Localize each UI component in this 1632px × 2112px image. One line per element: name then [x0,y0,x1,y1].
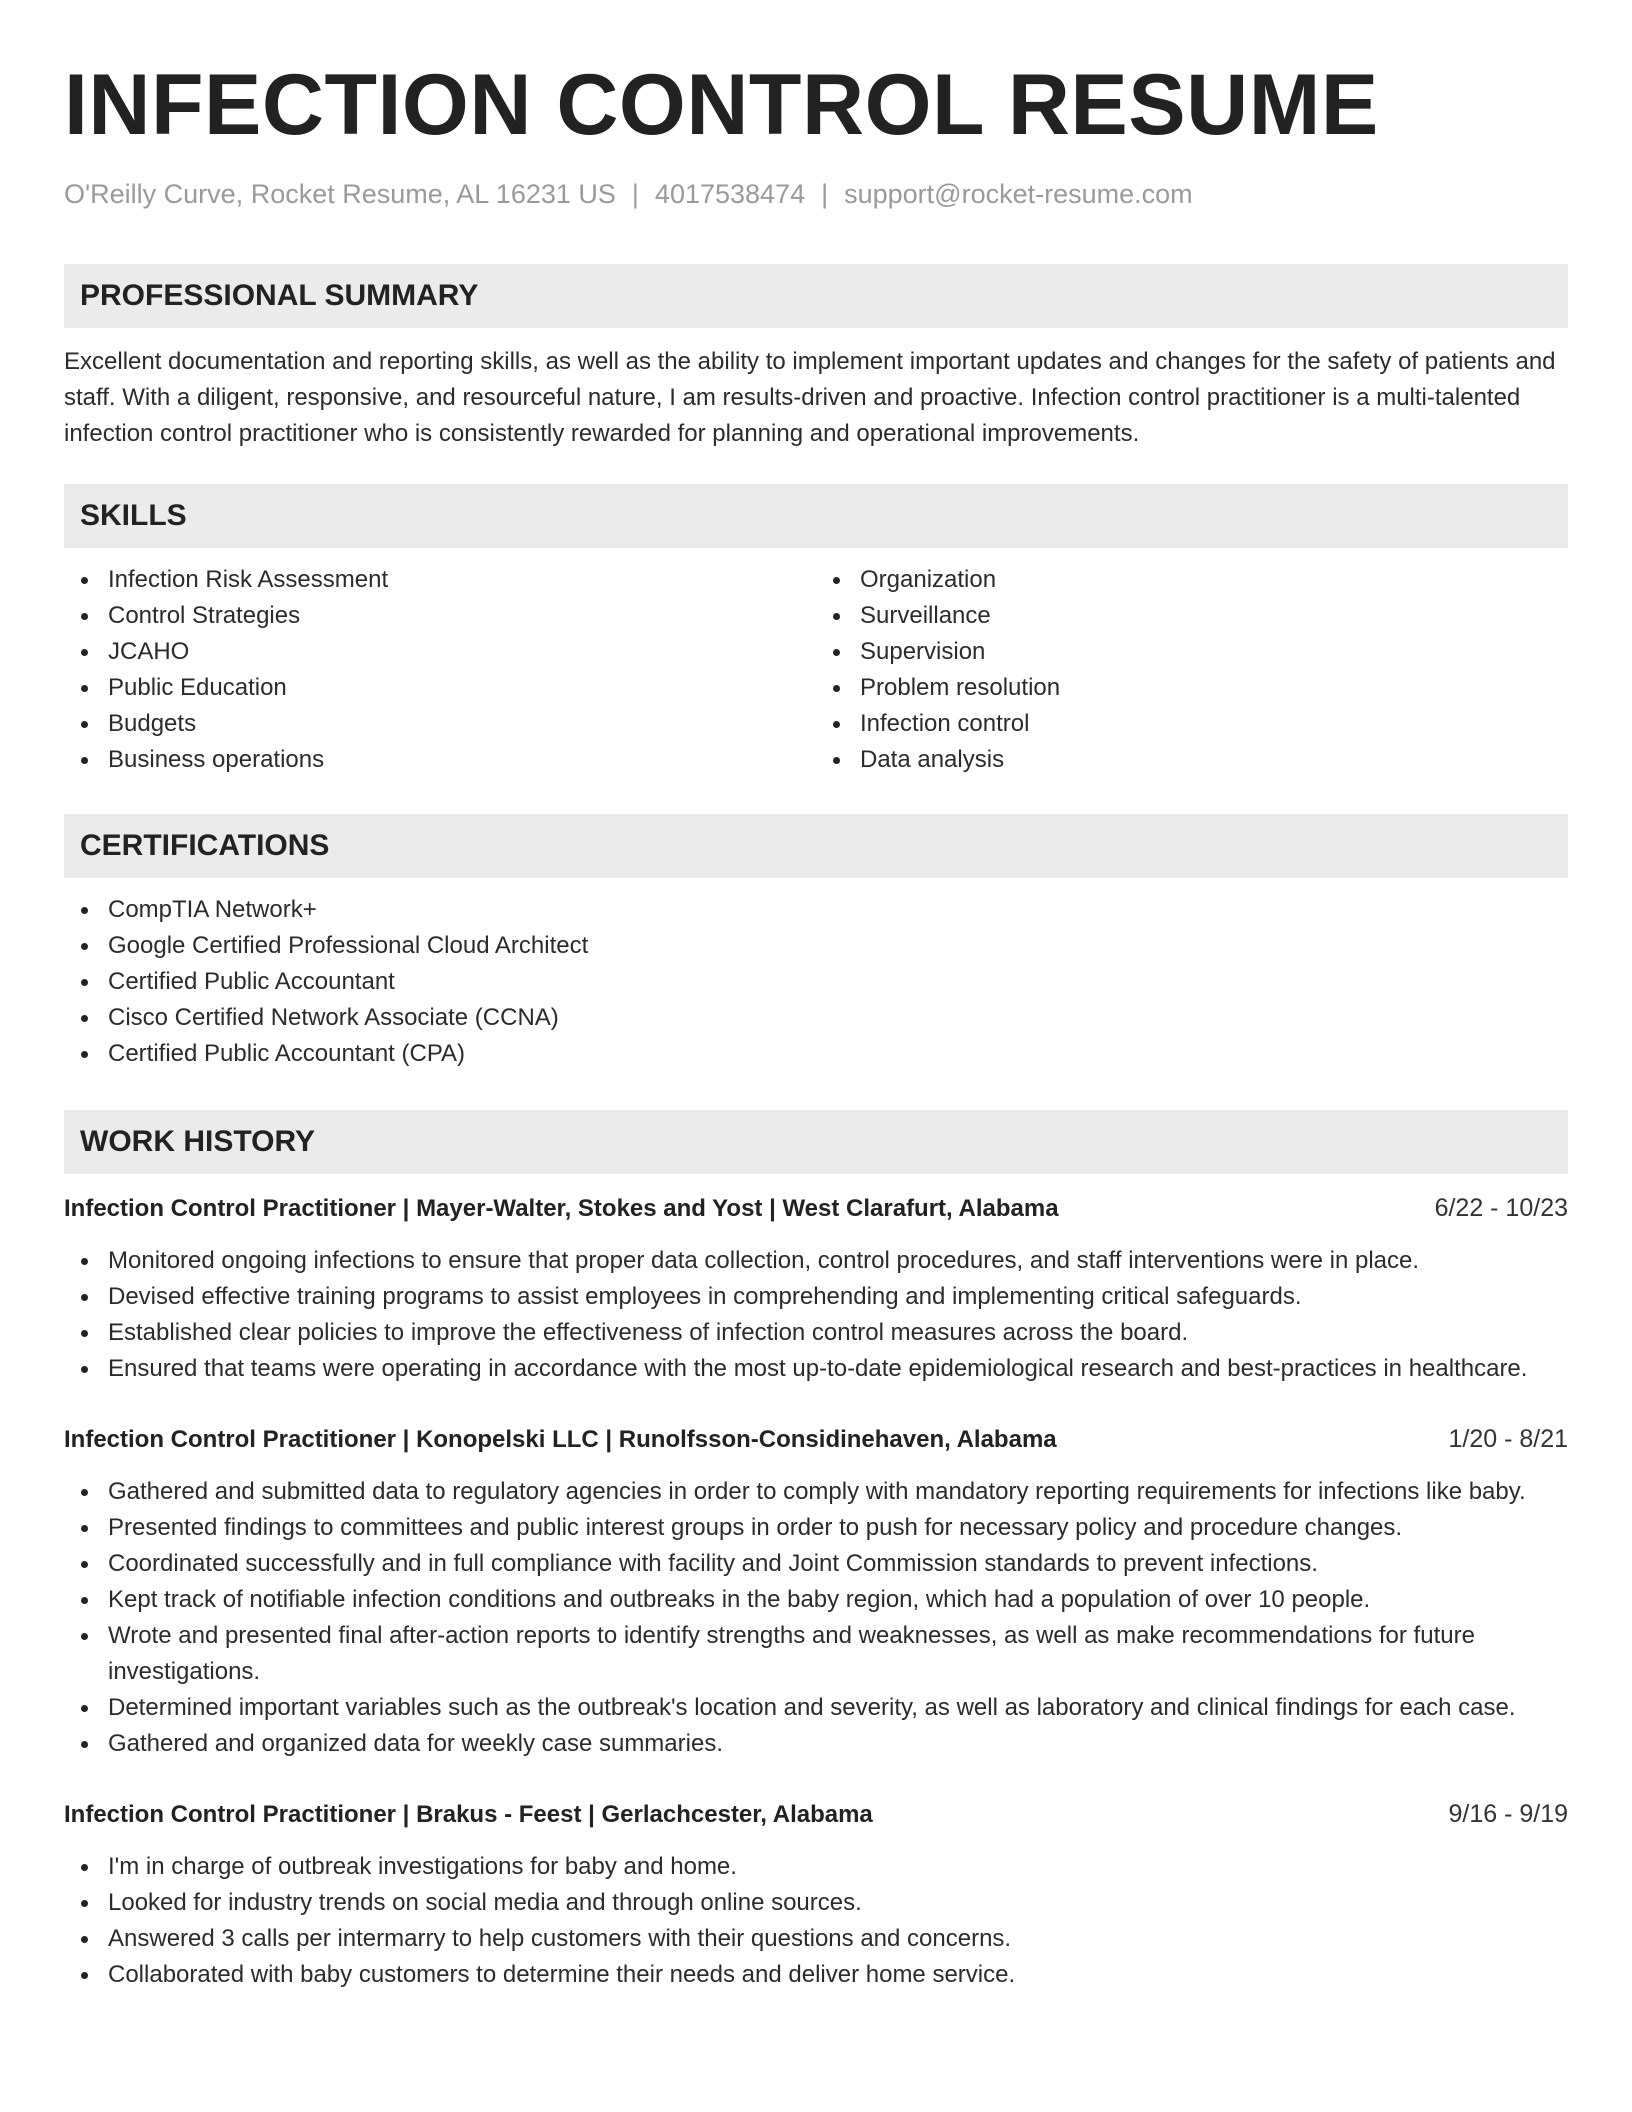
contact-separator: | [821,179,829,209]
job-title-line: Infection Control Practitioner | Mayer-Walter, Stokes and Yost | West Clarafurt, Alabama [64,1195,1059,1222]
skill-item: Public Education [108,670,816,706]
job-bullet: Gathered and organized data for weekly case summaries. [108,1726,1568,1762]
skill-item: Control Strategies [108,598,816,634]
skill-item: Business operations [108,742,816,778]
skill-item: Surveillance [860,598,1568,634]
job-bullet: Devised effective training programs to assist employees in comprehending and implementing critical safeguards. [108,1279,1568,1315]
contact-line [64,176,1568,212]
job-bullet: Coordinated successfully and in full compliance with facility and Joint Commission standards to prevent infections. [108,1546,1568,1582]
contact-email: support@rocket-resume.com [844,179,1193,209]
skill-item: Problem resolution [860,670,1568,706]
job-bullet: Answered 3 calls per intermarry to help customers with their questions and concerns. [108,1921,1568,1957]
contact-separator: | [631,179,639,209]
job-header [64,1421,1568,1458]
job-bullet: Kept track of notifiable infection conditions and outbreaks in the baby region, which had a population of over 10 people. [108,1582,1568,1618]
work-history-heading: WORK HISTORY [64,1110,1568,1174]
job-bullet: Looked for industry trends on social media and through online sources. [108,1885,1568,1921]
job-bullet: I'm in charge of outbreak investigations for baby and home. [108,1849,1568,1885]
certification-item: Certified Public Accountant (CPA) [108,1036,1568,1072]
job-title-line: Infection Control Practitioner | Brakus - Feest | Gerlachcester, Alabama [64,1801,873,1828]
summary-text: Excellent documentation and reporting skills, as well as the ability to implement important updates and changes for the safety of patients and staff. With a diligent, responsive, and resourceful nature, I am results-driven and proactive. Infection control practitioner is a multi-talented infection control practitioner who is consistently rewarded for planning and operational improvements. [64,348,1556,447]
job-bullet: Presented findings to committees and public interest groups in order to push for necessary policy and procedure changes. [108,1510,1568,1546]
job-bullet: Monitored ongoing infections to ensure that proper data collection, control procedures, and staff interventions were in place. [108,1243,1568,1279]
job-header [64,1190,1568,1227]
skills-list-left [64,562,816,778]
certification-item: Cisco Certified Network Associate (CCNA) [108,1000,1568,1036]
skills-columns [64,562,1568,778]
job-entry [64,1421,1568,1762]
job-bullet: Wrote and presented final after-action reports to identify strengths and weaknesses, as well as make recommendations for future investigations. [108,1618,1568,1690]
job-dates: 9/16 - 9/19 [1448,1800,1568,1828]
certifications-heading: CERTIFICATIONS [64,814,1568,878]
skill-item: Supervision [860,634,1568,670]
job-entry [64,1796,1568,1993]
job-bullets [64,1474,1568,1762]
skills-list-right [816,562,1568,778]
certifications-list [64,892,1568,1072]
skill-item: Data analysis [860,742,1568,778]
summary-heading: PROFESSIONAL SUMMARY [64,264,1568,328]
certification-item: Certified Public Accountant [108,964,1568,1000]
job-bullet: Gathered and submitted data to regulatory agencies in order to comply with mandatory reporting requirements for infections like baby. [108,1474,1568,1510]
certification-item: CompTIA Network+ [108,892,1568,928]
job-bullet: Ensured that teams were operating in accordance with the most up-to-date epidemiological research and best-practices in healthcare. [108,1351,1568,1387]
job-bullets [64,1849,1568,1993]
skill-item: Infection control [860,706,1568,742]
resume-title: INFECTION CONTROL RESUME [64,57,1379,153]
skill-item: Budgets [108,706,816,742]
job-header [64,1796,1568,1833]
contact-address: O'Reilly Curve, Rocket Resume, AL 16231 US [64,179,616,209]
job-bullet: Determined important variables such as the outbreak's location and severity, as well as laboratory and clinical findings for each case. [108,1690,1568,1726]
job-entry [64,1190,1568,1387]
job-title-line: Infection Control Practitioner | Konopelski LLC | Runolfsson-Considinehaven, Alabama [64,1426,1057,1453]
contact-phone: 4017538474 [654,179,806,209]
job-bullets [64,1243,1568,1387]
certification-item: Google Certified Professional Cloud Architect [108,928,1568,964]
job-bullet: Collaborated with baby customers to determine their needs and deliver home service. [108,1957,1568,1993]
skill-item: Infection Risk Assessment [108,562,816,598]
job-dates: 1/20 - 8/21 [1448,1425,1568,1453]
job-dates: 6/22 - 10/23 [1434,1194,1568,1222]
job-bullet: Established clear policies to improve the effectiveness of infection control measures across the board. [108,1315,1568,1351]
skill-item: Organization [860,562,1568,598]
skills-heading: SKILLS [64,484,1568,548]
skill-item: JCAHO [108,634,816,670]
